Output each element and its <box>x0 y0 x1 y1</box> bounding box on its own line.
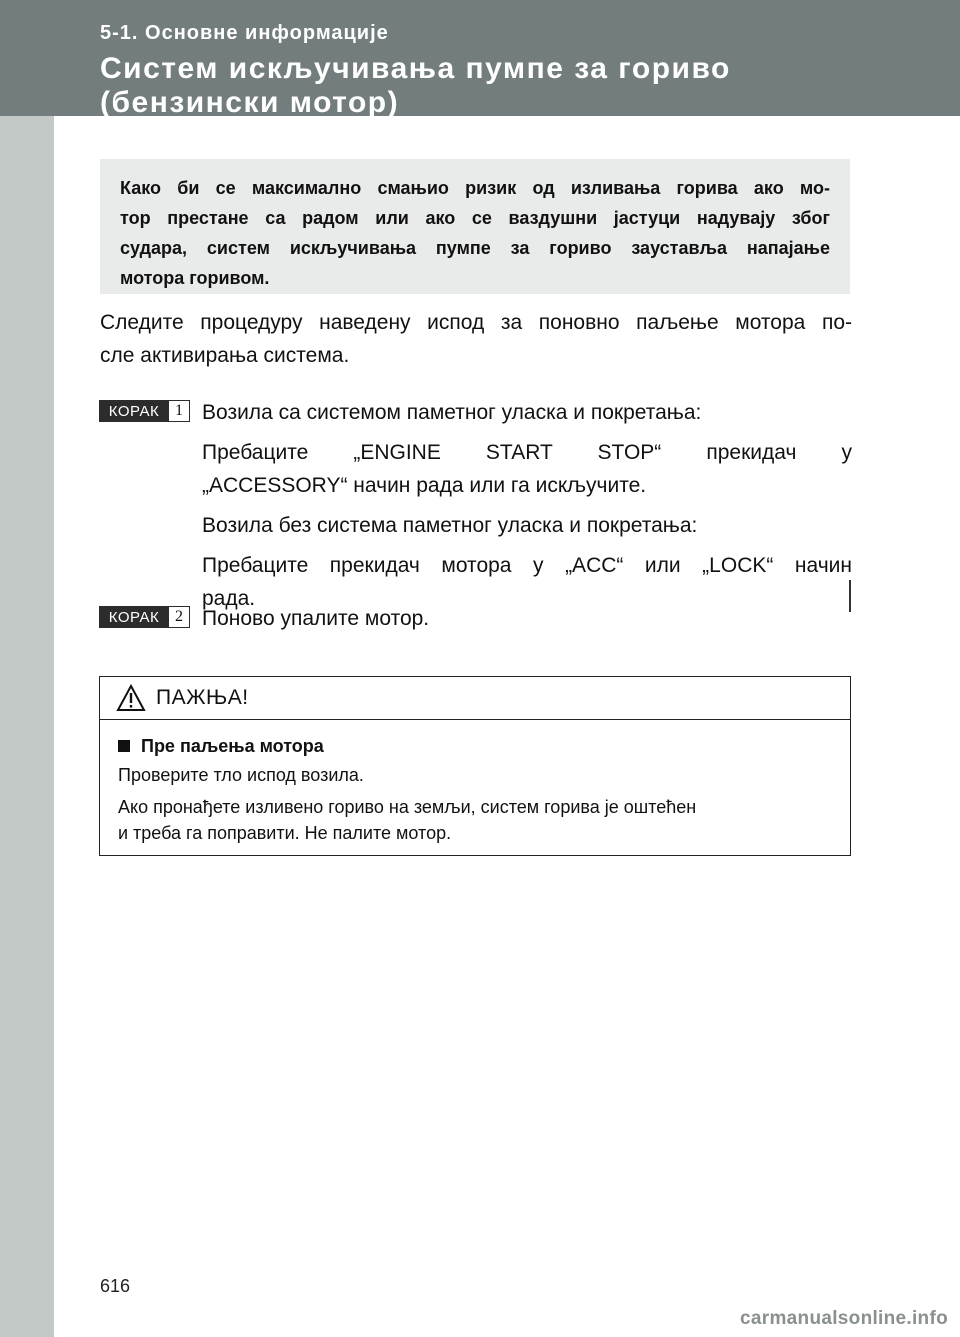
step-2-text <box>202 602 852 635</box>
step-line: Пребаците „ENGINE START STOP“ прекидач у <box>202 441 852 464</box>
warning-subheading <box>116 734 834 758</box>
step-line: „ACCESSORY“ начин рада или га искључите. <box>202 474 647 497</box>
warning-body <box>100 720 850 846</box>
warning-label: ПАЖЊА! <box>156 686 249 709</box>
step-1-badge <box>99 400 191 422</box>
step-badge-word: КОРАК <box>99 400 169 422</box>
warning-triangle-icon <box>116 684 146 712</box>
intro-line: судара, систем искључивања пумпе за гориво зауставља напајање <box>120 238 830 258</box>
step-badge-number: 1 <box>169 400 190 422</box>
square-bullet-icon <box>118 740 130 752</box>
page-number: 616 <box>100 1276 131 1296</box>
warning-header <box>100 677 850 720</box>
step-2-badge <box>99 606 191 628</box>
body-line: Следите процедуру наведену испод за поновно паљење мотора по- <box>100 311 852 334</box>
warning-paragraph-2-line-1: Ако пронађете изливено гориво на земљи, систем горива је оштећен <box>118 797 697 817</box>
body-paragraph <box>100 306 852 372</box>
step-line: Возила са системом паметног уласка и покретања: <box>202 401 702 424</box>
step-badge-number: 2 <box>169 606 190 628</box>
step-badge-word: КОРАК <box>99 606 169 628</box>
step-line: Пребаците прекидач мотора у „ACC“ или „LOCK“ начин <box>202 554 852 577</box>
body-line: сле активирања система. <box>100 344 350 367</box>
section-label: 5-1. Основне информације <box>100 22 389 44</box>
intro-line: тор престане са радом или ако се ваздушни јастуци надувају због <box>120 208 830 228</box>
warning-subheading-text: Пре паљења мотора <box>141 735 324 756</box>
intro-line: Како би се максимално смањио ризик од изливања горива ако мо- <box>120 178 830 198</box>
step-1-text <box>202 396 852 615</box>
warning-paragraph-1: Проверите тло испод возила. <box>118 765 364 785</box>
page-title <box>100 52 731 120</box>
warning-paragraph-2-line-2: и треба га поправити. Не палите мотор. <box>118 823 452 843</box>
intro-box <box>100 159 850 294</box>
watermark-link[interactable]: carmanualsonline.info <box>740 1308 948 1329</box>
page-title-line-1: Систем искључивања пумпе за гориво <box>100 52 731 85</box>
revision-bar <box>849 580 851 612</box>
warning-box <box>99 676 851 856</box>
step-line: Поново упалите мотор. <box>202 607 430 630</box>
side-band <box>0 116 54 1337</box>
step-line: рада. <box>202 587 256 610</box>
intro-line: мотора горивом. <box>120 268 270 288</box>
step-line: Возила без система паметног уласка и покретања: <box>202 514 698 537</box>
page-title-line-2: (бензински мотор) <box>100 86 400 119</box>
